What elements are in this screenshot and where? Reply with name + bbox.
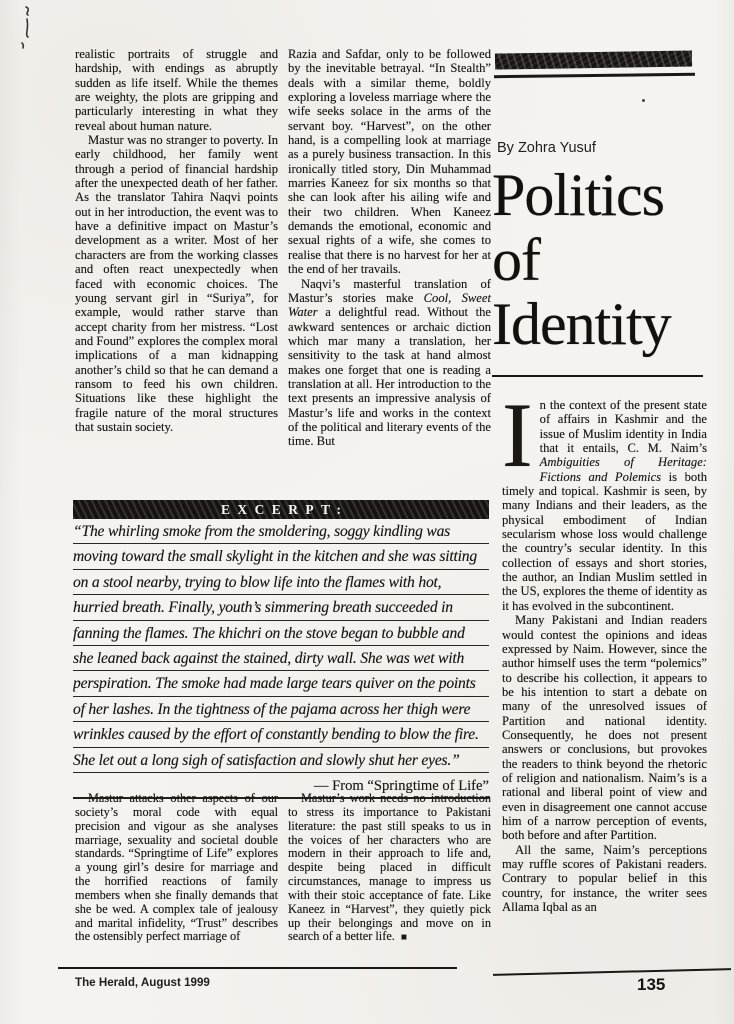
excerpt-lines bbox=[73, 519, 489, 773]
excerpt-line: wrinkles caused by the effort of constantly bending to blow the fire. bbox=[73, 722, 489, 747]
title-underline bbox=[492, 375, 703, 377]
excerpt-attribution: — From “Springtime of Life” bbox=[73, 773, 489, 799]
right-paragraph-1-text: n the context of the present state of affairs in Kashmir and the issue of Muslim identity in India that it entails, C. M. Naim’s bbox=[539, 398, 707, 456]
excerpt-line: fanning the flames. The khichri on the stove began to bubble and bbox=[73, 621, 489, 646]
middle-paragraph-2-rest: a delightful read. Without the awkward sentences or archaic diction which mar many a translation, her sensitivity to the task at hand almost makes one forget that one is reading a translation at all. Her introduction to the text presents an impressive analysis of Mastur’s life and works in the context of the political and literary events of the time. But bbox=[288, 305, 491, 449]
article-title bbox=[492, 163, 707, 357]
byline: By Zohra Yusuf bbox=[497, 140, 596, 156]
end-of-article-mark: ■ bbox=[400, 932, 407, 944]
scan-dot-artifact bbox=[642, 99, 645, 102]
column-right bbox=[502, 384, 708, 915]
column-bottom-middle bbox=[288, 792, 491, 945]
article-title-line-1: Politics bbox=[492, 162, 665, 228]
excerpt-line: on a stool nearby, trying to blow life into the flames with hot, bbox=[73, 570, 489, 595]
right-paragraph-1-rest: is both timely and topical. Kashmir is seen, by many Indians and their leaders, as the physical embodiment of Indian secularism whose loss would challenge the country’s secular identity. In this collection of essays and short stories, the author, an Indian Muslim settled in the US, explores the theme of identity as it has evolved in the subcontinent. bbox=[502, 469, 708, 613]
bottom-middle-text: Mastur’s work needs no introduction to stress its importance to Pakistani literature: the past still speaks to us in the voices of her characters who are modern in their approach to life and, despite being placed in difficult circumstances, manage to impress us with their stoic acceptance of fate. Like Kaneez in “Harvest”, they quietly pick up their belongings and move on in search of a better life. bbox=[288, 791, 491, 944]
left-paragraph-1: realistic portraits of struggle and hardship, with endings as abruptly sudden as life itself. While the themes are weighty, the plots are gripping and particularly interesting in what they reveal about human nature. bbox=[75, 47, 278, 133]
page-number: 135 bbox=[637, 975, 666, 994]
bottom-middle-paragraph bbox=[288, 792, 491, 945]
right-paragraph-3: All the same, Naim’s perceptions may ruffle scores of Pakistani readers. Contrary to popular belief in this country, for instance, the writer sees Allama Iqbal as an bbox=[502, 842, 707, 915]
excerpt-line: moving toward the small skylight in the kitchen and she was sitting bbox=[73, 544, 489, 569]
column-middle bbox=[288, 47, 491, 449]
article-title-line-2: of bbox=[492, 226, 540, 293]
right-paragraph-2: Many Pakistani and Indian readers would contest the opinions and ideas expressed by Naim. However, since the author himself uses the term “polemics” to describe his collection, it appears to be his intention to start a debate on many of the unresolved issues of Partition and national identity. Consequently, he does not present answers or conclusions, but provokes the readers to think beyond the rhetoric of religion and nationalism. Naim’s is a rational and liberal point of view and even in disagreement one cannot accuse him of a narrow perception of events, both before and after Partition. bbox=[502, 613, 707, 843]
excerpt-line: She let out a long sigh of satisfaction and slowly shut her eyes.” bbox=[73, 748, 489, 773]
middle-paragraph-2-text: Naqvi’s masterful translation of Mastur’s stories make bbox=[288, 276, 491, 305]
column-left bbox=[75, 47, 278, 434]
article-title-line-3: Identity bbox=[492, 291, 671, 357]
book-title-cool-sweet-water: Cool, Sweet Water bbox=[288, 290, 491, 320]
excerpt-line: “The whirling smoke from the smoldering, soggy kindling was bbox=[73, 519, 489, 544]
column-bottom-left bbox=[75, 792, 278, 944]
excerpt-header-bar: EXCERPT: bbox=[73, 500, 489, 519]
right-paragraph-1 bbox=[502, 384, 708, 613]
excerpt-line: hurried breath. Finally, youth’s simmering breath succeeded in bbox=[73, 595, 489, 620]
ink-smudge-mark bbox=[19, 5, 35, 51]
excerpt-block bbox=[73, 500, 489, 799]
book-title-ambiguities-of-heritage: Ambiguities of Heritage: Fictions and Polemics bbox=[539, 455, 707, 484]
drop-cap: I bbox=[502, 384, 533, 486]
excerpt-line: of her lashes. In the tightness of the pajama across her thigh were bbox=[73, 697, 489, 722]
footer-rule-right bbox=[493, 968, 731, 976]
publication-footer: The Herald, August 1999 bbox=[75, 976, 210, 989]
header-rule-bar bbox=[495, 50, 692, 69]
middle-paragraph-2 bbox=[288, 277, 491, 449]
middle-paragraph-1: Razia and Safdar, only to be followed by the inevitable betrayal. “In Stealth” deals with a similar theme, boldly exploring a loveless marriage where the wife seeks solace in the arms of the servant boy. “Harvest”, on the other hand, is a compelling look at marriage as a purely business transaction. In this ironically titled story, Din Muhammad marries Kaneez for six months so that she can look after his ailing wife and their two children. When Kaneez demands the emotional, economic and sexual rights of a wife, she comes to realise that there is no harvest for her at the end of her travails. bbox=[288, 47, 491, 277]
excerpt-line: perspiration. The smoke had made large tears quiver on the points bbox=[73, 671, 489, 696]
bottom-left-paragraph: Mastur attacks other aspects of our society’s moral code with equal precision and vigour as she analyses marriage, sexuality and societal double standards. “Springtime of Life” explores a young girl’s desire for marriage and the horrified reactions of family members when she finally demands that she be wed. A complex tale of jealousy and marital infidelity, “Trust” describes the ostensibly perfect marriage of bbox=[75, 791, 278, 944]
header-rule-line bbox=[494, 73, 695, 78]
excerpt-line: she leaned back against the stained, dirty wall. She was wet with bbox=[73, 646, 489, 671]
footer-rule-left bbox=[58, 967, 457, 969]
left-paragraph-2: Mastur was no stranger to poverty. In early childhood, her family went through a period of financial hardship after the unexpected death of her father. As the translator Tahira Naqvi points out in her introduction, the event was to have a definitive impact on Mastur’s development as a writer. Most of her characters are from the working classes and often react unexpectedly when faced with economic choices. The young servant girl in “Suriya”, for example, would rather starve than accept charity from her mistress. “Lost and Found” explores the complex moral implications of a man kidnapping another’s child so that he can demand a ransom to feed his own children. Situations like these highlight the fragile nature of the moral structures that sustain society. bbox=[75, 133, 278, 434]
